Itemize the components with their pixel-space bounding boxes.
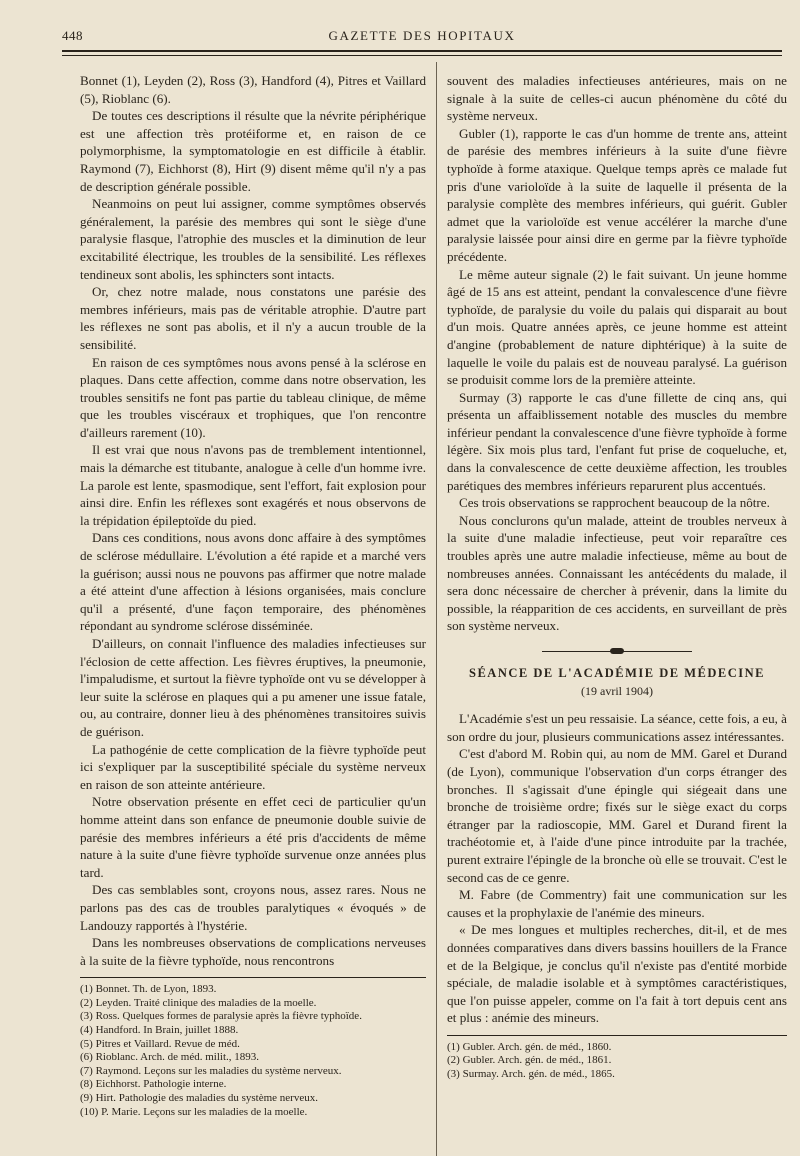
right-column	[447, 72, 787, 1082]
paragraph: Neanmoins on peut lui assigner, comme symptômes observés généralement, la parésie des membres qui sont le siège d'une paralysie flasque, l'atrophie des muscles et la diminution de leur excitabilité électrique, les troubles de la sensibilité. Les réflexes tendineux sont abolis, les sphincters sont intacts.	[80, 196, 426, 282]
footnote-rule	[447, 1035, 787, 1036]
paragraph: La pathogénie de cette complication de la fièvre typhoïde peut ici s'expliquer par la susceptibilité spéciale du système nerveux en raison de son atteinte antérieure.	[80, 741, 426, 792]
header-rule-thin	[62, 55, 782, 56]
paragraph: Gubler (1), rapporte le cas d'un homme de trente ans, atteint de parésie des membres inférieurs à la suite d'une fièvre typhoïde à forme ataxique. Quelque temps après ce malade fut pris d'une varioloïde à la suite de laquelle il présenta de la paralysie complète des membres inférieurs, qui guérit. Gubler admet que la varioloïde est venue accélérer la marche d'une paralysie laissée pour ainsi dire en germe par la fièvre typhoïde précédente.	[447, 125, 787, 264]
page-number: 448	[62, 28, 83, 43]
paragraph: souvent des maladies infectieuses antérieures, mais on ne signale à la suite de celles-ci aucun phénomène du côté du système nerveux.	[447, 73, 787, 124]
paragraph: Ces trois observations se rapprochent beaucoup de la nôtre.	[459, 495, 770, 511]
footnote: (7) Raymond. Leçons sur les maladies du système nerveux.	[80, 1064, 342, 1077]
left-column	[80, 72, 426, 1119]
paragraph: Le même auteur signale (2) le fait suivant. Un jeune homme âgé de 15 ans est atteint, pendant la convalescence d'une fièvre typhoïde, de paralysie du voile du palais qui disparait au bout d'un mois. Quatre années après, ce jeune homme est atteint d'angine (probablement de nature diphtérique) à la suite de laquelle le voile du palais est de nouveau paralysé. La guérison se produisit comme lors de la première atteinte.	[447, 266, 787, 388]
footnote: (10) P. Marie. Leçons sur les maladies de la moelle.	[80, 1105, 308, 1118]
header-rule	[62, 50, 782, 52]
paragraph: Bonnet (1), Leyden (2), Ross (3), Handford (4), Pitres et Vaillard (5), Rioblanc (6).	[80, 73, 426, 106]
paragraph: L'Académie s'est un peu ressaisie. La séance, cette fois, a eu, à son ordre du jour, plusieurs communications assez intéressantes.	[447, 711, 787, 744]
column-divider	[436, 62, 437, 1156]
paragraph: Nous conclurons qu'un malade, atteint de troubles nerveux à la suite d'une maladie infectieuse, peut voir reparaître ces troubles après une autre maladie infectieuse, même au bout de nombreuses années. Connaissant les antécédents du malade, il sera donc nécessaire de chercher à prévenir, dans la limite du possible, la réapparition de ces accidents, en surveillant de près son système nerveux.	[447, 512, 787, 634]
footnote: (3) Ross. Quelques formes de paralysie après la fièvre typhoïde.	[80, 1010, 362, 1023]
page-header	[62, 28, 782, 48]
section-date: (19 avril 1904)	[581, 683, 653, 698]
paragraph: En raison de ces symptômes nous avons pensé à la sclérose en plaques. Dans cette affection, comme dans notre observation, les troubles sensitifs ne font pas partie du tableau clinique, de même que les troubles viscéraux et trophiques, que l'on rencontre d'ailleurs rarement (10).	[80, 354, 426, 440]
section-title: SÉANCE DE L'ACADÉMIE DE MÉDECINE	[469, 666, 765, 680]
footnote: (4) Handford. In Brain, juillet 1888.	[80, 1024, 239, 1037]
paragraph: De toutes ces descriptions il résulte que la névrite périphérique est une affection très protéiforme et, en raison de ce polymorphisme, la symptomatologie en est difficile à établir. Raymond (7), Eichhorst (8), Hirt (9) disent même qu'il n'y a pas de description générale possible.	[80, 108, 426, 194]
paragraph: Or, chez notre malade, nous constatons une parésie des membres inférieurs, mais pas de véritable atrophie. D'autre part les réflexes ne sont pas abolis, et il n'y a aucun trouble de la sensibilité.	[80, 284, 426, 352]
paragraph: Des cas semblables sont, croyons nous, assez rares. Nous ne parlons pas des cas de troubles paralytiques « évoqués » de Landouzy rapportés à l'hystérie.	[80, 882, 426, 933]
paragraph: Dans les nombreuses observations de complications nerveuses à la suite de la fièvre typhoïde, nous rencontrons	[80, 935, 426, 968]
footnote: (6) Rioblanc. Arch. de méd. milit., 1893.	[80, 1051, 260, 1064]
footnote: (1) Bonnet. Th. de Lyon, 1893.	[80, 983, 217, 996]
footnote-rule	[80, 977, 426, 978]
paragraph: Notre observation présente en effet ceci de particulier qu'un homme atteint dans son enfance de pneumonie double suivie de parésie des membres inférieurs a été pris d'accidents de même nature à la suite d'une fièvre typhoïde survenue onze années plus tard.	[80, 794, 426, 880]
paragraph: M. Fabre (de Commentry) fait une communication sur les causes et la prophylaxie de l'anémie des mineurs.	[447, 887, 787, 920]
journal-title: GAZETTE DES HOPITAUX	[328, 28, 516, 43]
footnote: (3) Surmay. Arch. gén. de méd., 1865.	[447, 1068, 615, 1081]
footnote: (1) Gubler. Arch. gén. de méd., 1860.	[447, 1040, 612, 1053]
paragraph: C'est d'abord M. Robin qui, au nom de MM. Garel et Durand (de Lyon), communique l'observation d'un corps étranger des bronches. Il s'agissait d'une épingle qui siégeait dans une bronche de troisième ordre; fixés sur le siège exact du corps étranger par la radioscopie, MM. Garel et Durand firent la trachéotomie et, à l'aide d'une pince introduite par la trachée, purent extraire l'épingle de la bronche où elle se trouvait. C'est le second cas de ce genre.	[447, 746, 787, 885]
ornament-dot	[610, 648, 624, 654]
paragraph: D'ailleurs, on connait l'influence des maladies infectieuses sur l'éclosion de cette affection. Les fièvres éruptives, la pneumonie, l'impaludisme, et surtout la fièvre typhoïde ont vu se développer à leur suite la sclérose en plaques qui a pu amener une issue fatale, ou, au contraire, donner lieu à des phénomènes transitoires suivis de guérison.	[80, 636, 426, 739]
footnote: (8) Eichhorst. Pathologie interne.	[80, 1078, 227, 1091]
paragraph: Surmay (3) rapporte le cas d'une fillette de cinq ans, qui présenta un affaiblissement notable des muscles du membre inférieur pendant la convalescence d'une fièvre typhoïde à forme légère. Six mois plus tard, l'enfant fut prise de coqueluche, et, dans la convalescence de cette deuxième affection, les troubles parétiques des membres inférieurs reparurent plus accentués.	[447, 389, 787, 493]
footnote: (9) Hirt. Pathologie des maladies du système nerveux.	[80, 1092, 318, 1105]
footnote: (2) Gubler. Arch. gén. de méd., 1861.	[447, 1054, 612, 1067]
paragraph: Il est vrai que nous n'avons pas de tremblement intentionnel, mais la démarche est titubante, analogue à celle d'un homme ivre. La parole est lente, spasmodique, sent l'effort, fait explosion pour ainsi dire. Enfin les réflexes sont exagérés et nous observons de la trépidation épileptoïde du pied.	[80, 442, 426, 528]
section-ornament	[447, 647, 787, 655]
paragraph: « De mes longues et multiples recherches, dit-il, et de mes données comparatives dans divers bassins houillers de la France et de la Belgique, je conclus qu'il n'existe pas d'entité morbide spéciale, de maladie isolable et à symptômes caractéristiques, que l'on puisse appeler, comme on l'a fait à tort depuis cent ans et plus : anémie des mineurs.	[447, 922, 787, 1026]
footnote: (2) Leyden. Traité clinique des maladies de la moelle.	[80, 996, 317, 1009]
paragraph: Dans ces conditions, nous avons donc affaire à des symptômes de sclérose médullaire. L'évolution a été rapide et a marché vers la guérison; aussi nous ne pouvons pas affirmer que notre malade a été atteint d'une affection à lésions organisées, mais conclure qu'il a présenté, d'une façon temporaire, des phénomènes répondant au syndrome sclérose disséminée.	[80, 530, 426, 634]
footnote: (5) Pitres et Vaillard. Revue de méd.	[80, 1037, 240, 1050]
